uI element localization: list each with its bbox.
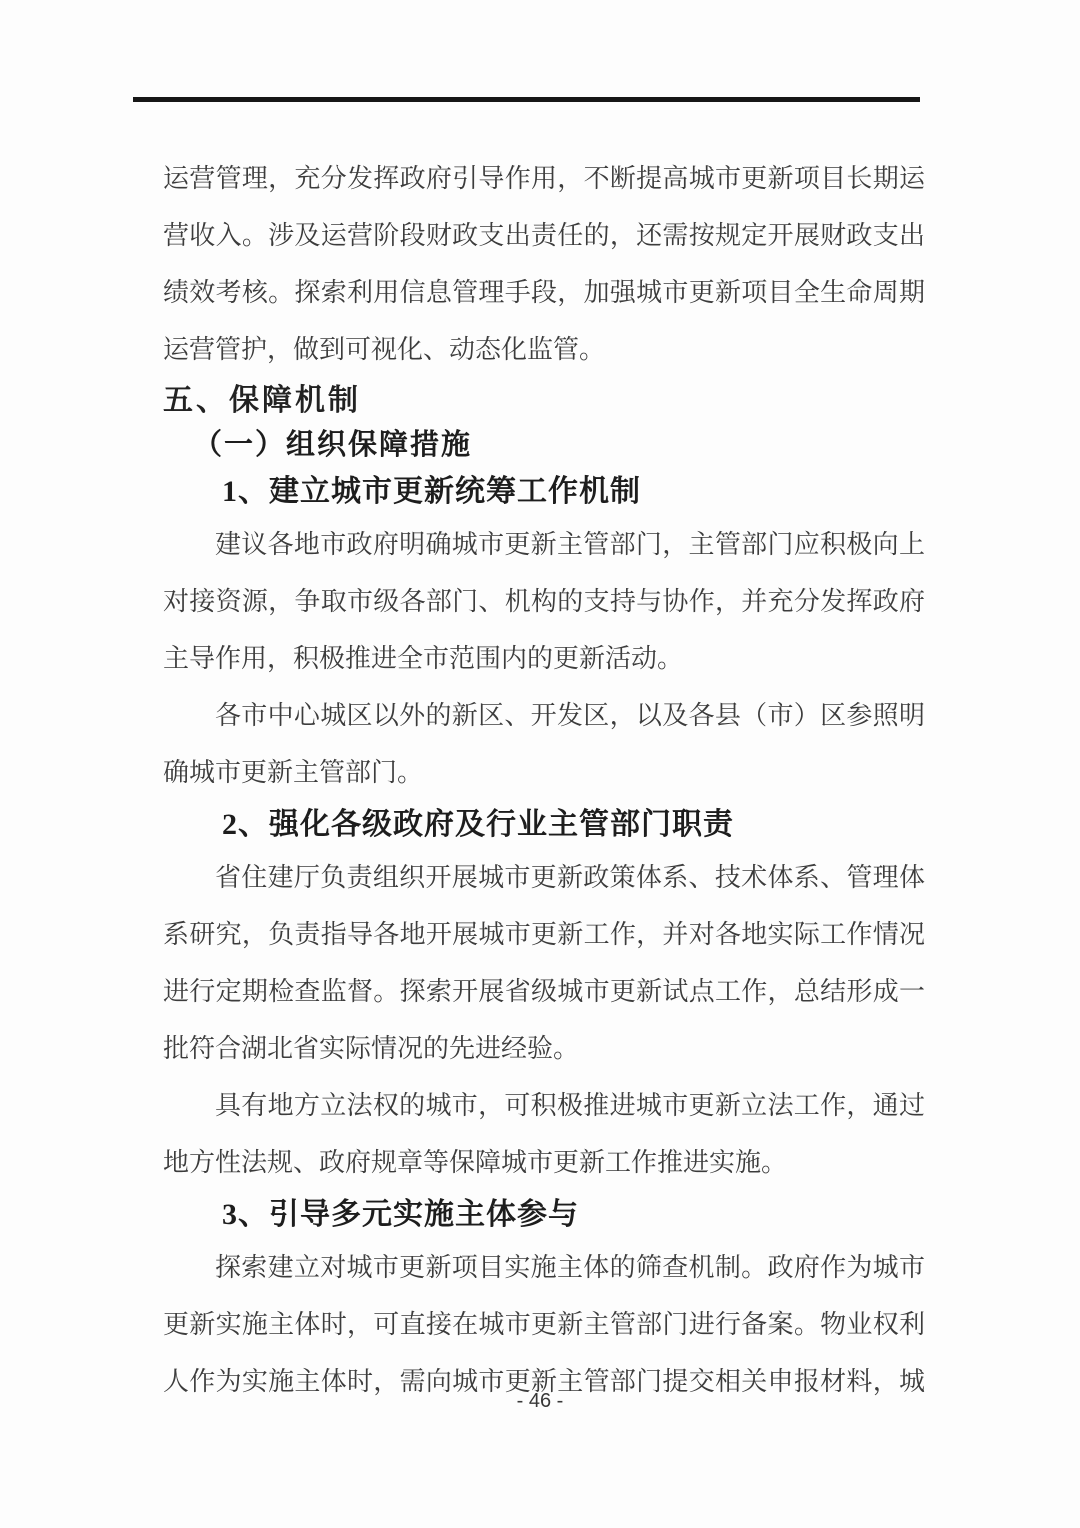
numbered-heading: 2、强化各级政府及行业主管部门职责 [222, 808, 734, 841]
subsection-heading: （一）组织保障措施 [193, 429, 473, 461]
paragraph-line: 进行定期检查监督。探索开展省级城市更新试点工作，总结形成一 [163, 977, 925, 1006]
paragraph-line: 探索建立对城市更新项目实施主体的筛查机制。政府作为城市 [215, 1253, 925, 1282]
page-number: - 46 - [516, 1390, 564, 1412]
header-rule [133, 97, 920, 102]
paragraph-line: 对接资源，争取市级各部门、机构的支持与协作，并充分发挥政府 [163, 587, 925, 616]
paragraph-line: 运营管理，充分发挥政府引导作用，不断提高城市更新项目长期运 [163, 164, 925, 193]
paragraph-line: 建议各地市政府明确城市更新主管部门，主管部门应积极向上 [215, 530, 925, 559]
paragraph-line: 确城市更新主管部门。 [163, 758, 424, 787]
paragraph-line: 具有地方立法权的城市，可积极推进城市更新立法工作，通过 [215, 1091, 925, 1120]
paragraph-line: 系研究，负责指导各地开展城市更新工作，并对各地实际工作情况 [163, 920, 925, 949]
paragraph-line: 批符合湖北省实际情况的先进经验。 [163, 1034, 580, 1063]
paragraph-line: 更新实施主体时，可直接在城市更新主管部门进行备案。物业权利 [163, 1310, 925, 1339]
paragraph-line: 主导作用，积极推进全市范围内的更新活动。 [163, 644, 684, 673]
paragraph-line: 地方性法规、政府规章等保障城市更新工作推进实施。 [163, 1148, 788, 1177]
paragraph-line: 运营管护，做到可视化、动态化监管。 [163, 335, 606, 364]
paragraph-line: 人作为实施主体时，需向城市更新主管部门提交相关申报材料，城 [163, 1367, 925, 1396]
paragraph-line: 营收入。涉及运营阶段财政支出责任的，还需按规定开展财政支出 [163, 221, 925, 250]
document-body [163, 150, 925, 1410]
paragraph-line: 各市中心城区以外的新区、开发区，以及各县（市）区参照明 [215, 701, 925, 730]
numbered-heading: 3、引导多元实施主体参与 [222, 1198, 579, 1231]
numbered-heading: 1、建立城市更新统筹工作机制 [222, 475, 641, 508]
paragraph-line: 绩效考核。探索利用信息管理手段，加强城市更新项目全生命周期 [163, 278, 925, 307]
paragraph-line: 省住建厅负责组织开展城市更新政策体系、技术体系、管理体 [215, 863, 925, 892]
section-heading: 五、保障机制 [163, 384, 361, 417]
